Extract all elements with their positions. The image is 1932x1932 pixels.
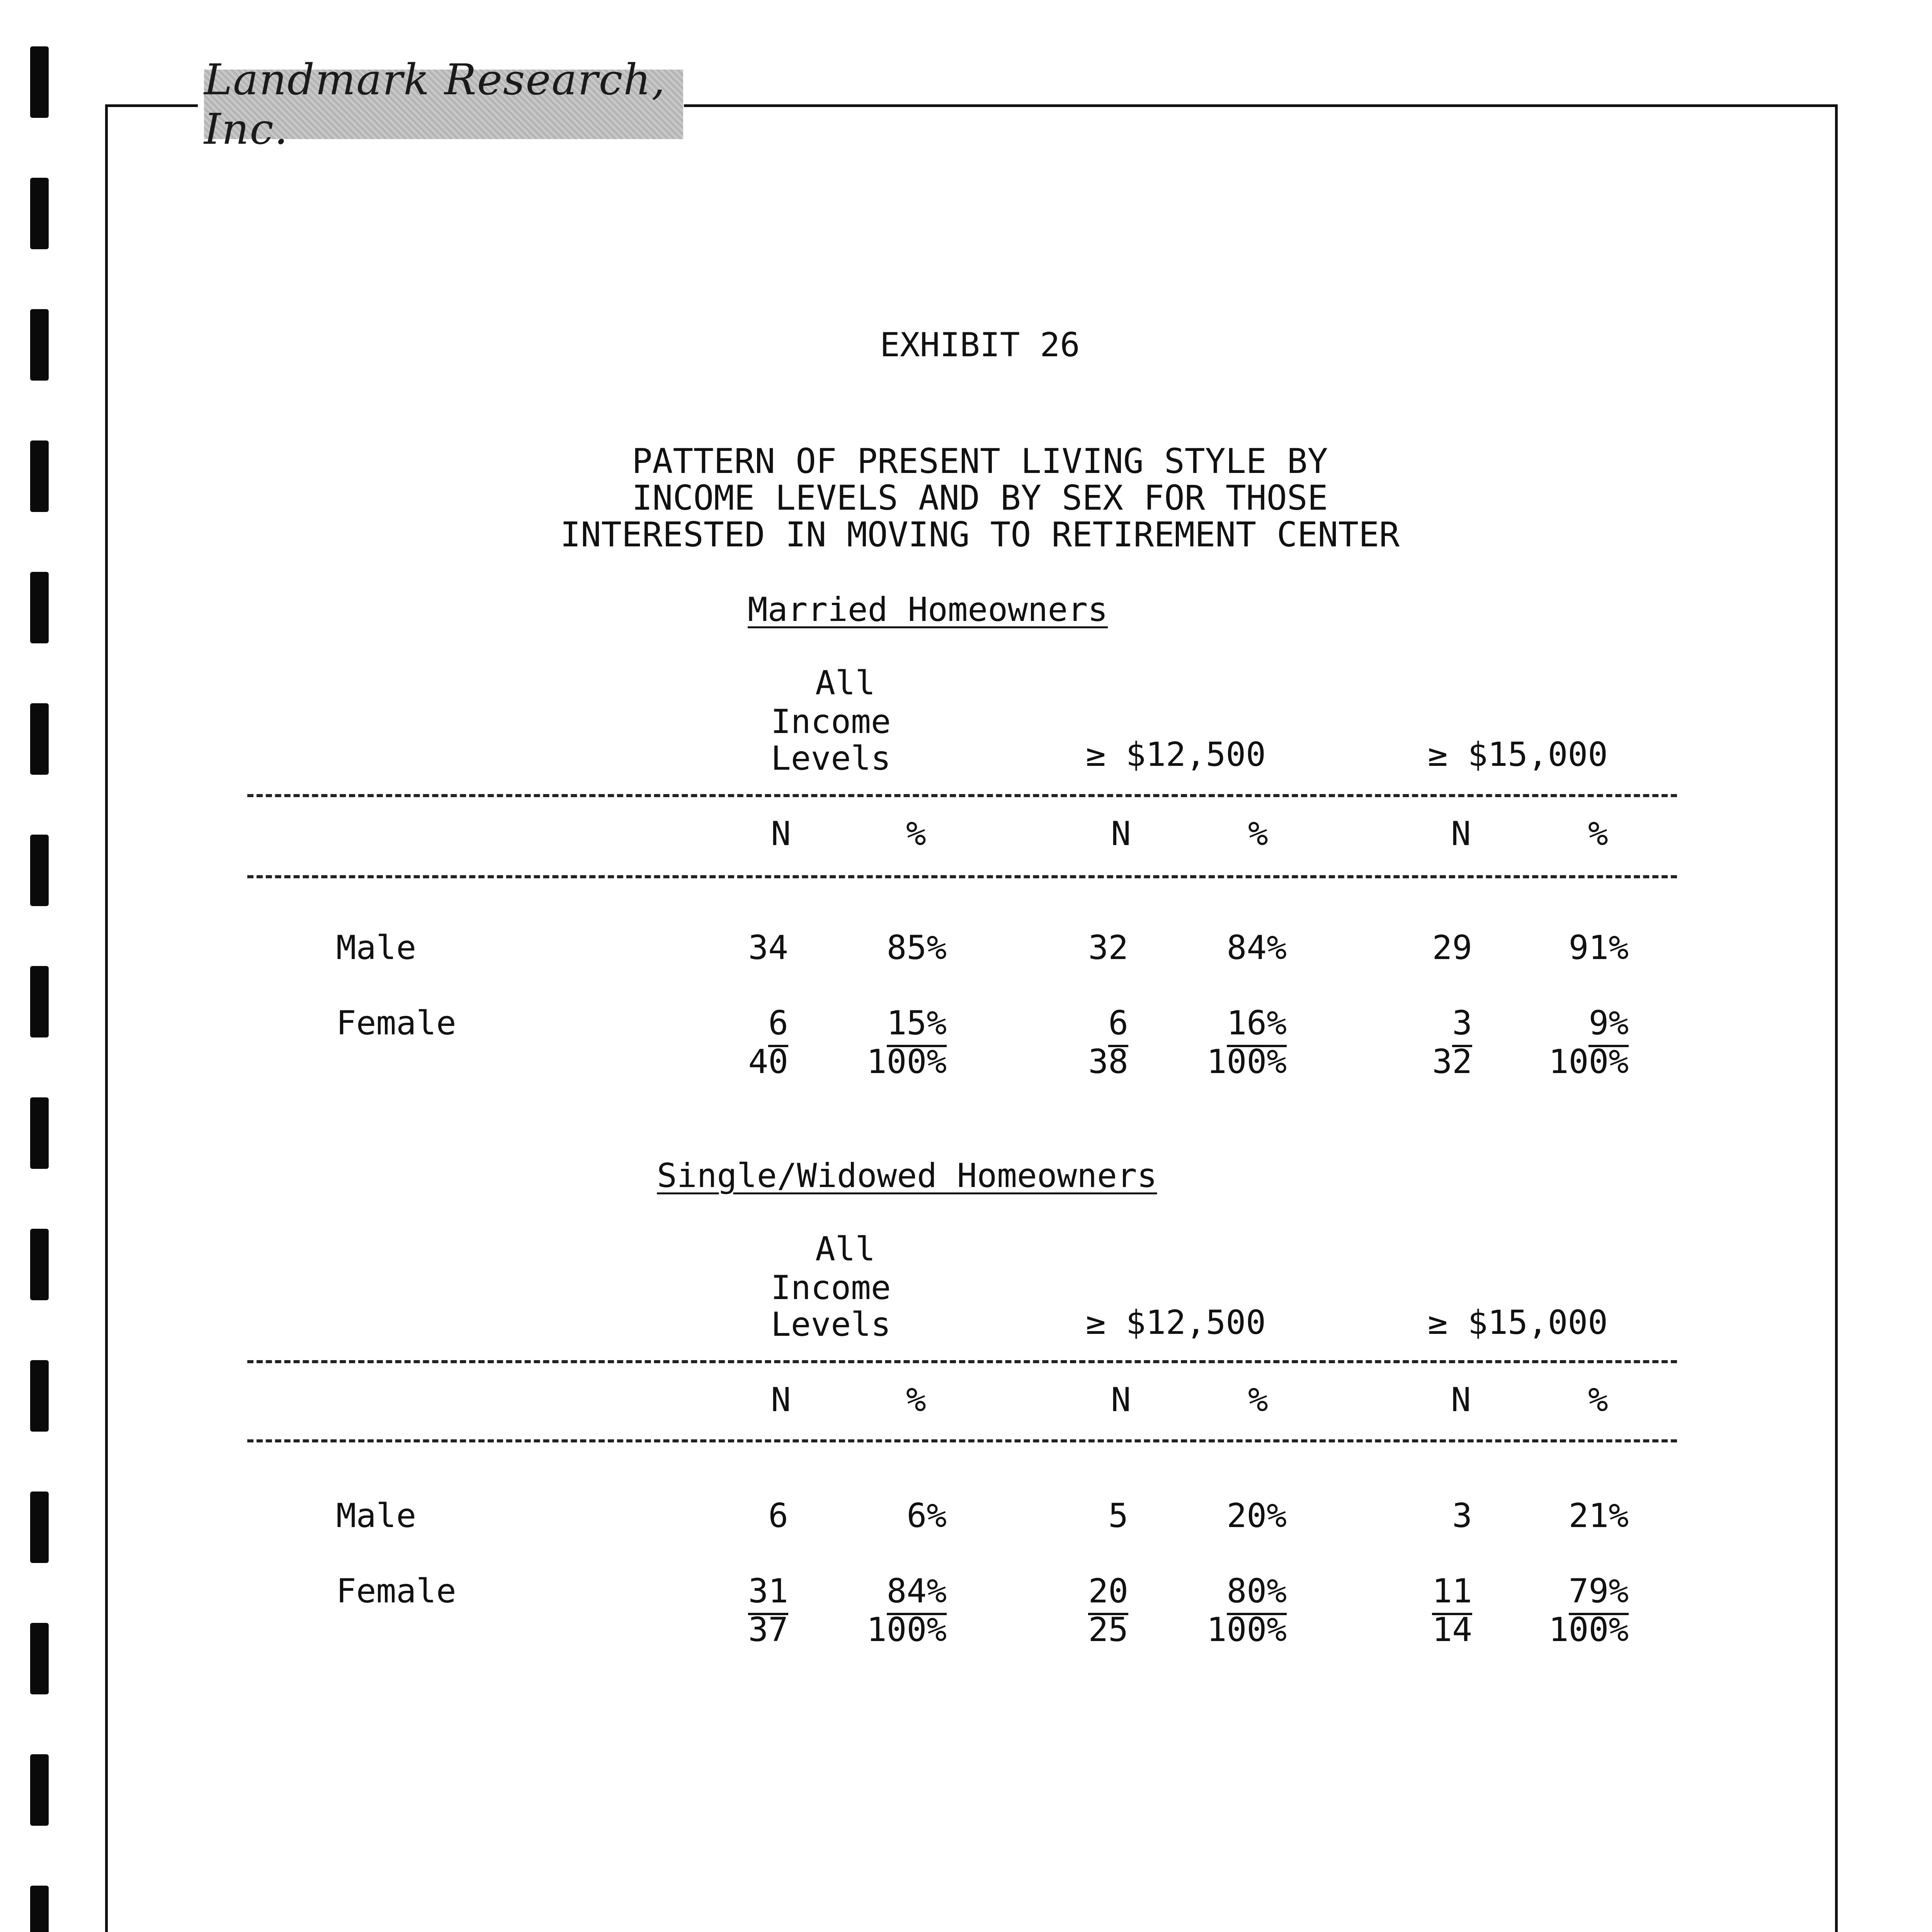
cell-value: 79% [1569,1572,1629,1615]
cell-value: 20 [1088,1572,1128,1615]
frame-line [105,104,198,107]
row-label-female: Female [336,1572,456,1611]
punch-mark [30,966,49,1037]
total-cell: 100% [1548,1611,1629,1649]
table-cell: 6 [768,1497,788,1535]
table-cell [1059,1004,1128,1043]
col-pct-label: % [1248,1381,1268,1419]
col-n-label: N [1111,1381,1131,1419]
punch-mark [30,1360,49,1432]
col-pct-label: % [1588,815,1608,853]
table-cell [1513,1572,1629,1611]
title-line-1: PATTERN OF PRESENT LIVING STYLE BY [632,441,1328,481]
total-cell: 38 [1088,1043,1128,1081]
col-header-12500: ≥ $12,500 [1086,735,1266,774]
table-cell: 32 [1088,929,1128,967]
col-n-label: N [771,1381,791,1419]
table-cell: 3 [1452,1497,1472,1535]
punch-mark [30,1097,49,1169]
table-cell: 85% [886,929,947,967]
punch-mark [30,46,49,118]
table-cell: 6% [906,1497,947,1535]
col-n-label: N [1111,815,1131,853]
col-header-all-income-3: Levels [771,1305,891,1344]
cell-value: 9% [1588,1004,1629,1047]
col-n-label: N [771,815,791,853]
punch-mark [30,1229,49,1300]
table-cell [719,1004,788,1043]
title-line-3: INTERESTED IN MOVING TO RETIREMENT CENTER [560,515,1400,554]
cell-value: 80% [1227,1572,1287,1615]
total-cell: 40 [748,1043,788,1081]
table-cell: 91% [1568,929,1629,967]
row-label-male: Male [336,1497,417,1535]
total-cell: 37 [748,1611,788,1649]
table-cell: 20% [1226,1497,1287,1535]
title-line-2: INCOME LEVELS AND BY SEX FOR THOSE [632,478,1328,518]
cell-value: 31 [748,1572,788,1615]
dashed-rule [247,1439,1677,1442]
punch-mark [30,178,49,249]
total-cell: 100% [866,1043,947,1081]
table-cell [719,1572,788,1611]
table-cell [1403,1572,1472,1611]
cell-value: 15% [887,1004,947,1047]
section-title-single-widowed: Single/Widowed Homeowners [657,1156,1157,1195]
row-label-female: Female [336,1004,456,1043]
table-cell: 21% [1568,1497,1629,1535]
punch-mark [30,1623,49,1694]
total-cell: 32 [1432,1043,1472,1081]
punch-mark [30,1886,49,1932]
col-header-all-income-2: Income [771,702,891,741]
table-cell: 84% [1226,929,1287,967]
table-cell [1403,1004,1472,1043]
cell-value: 6 [1108,1004,1128,1047]
cell-value: 6 [768,1004,788,1047]
cell-value: 11 [1432,1572,1472,1615]
table-cell [831,1004,947,1043]
logo-text: Landmark Research, Inc. [204,55,666,154]
punch-mark [30,835,49,906]
col-pct-label: % [1588,1381,1608,1419]
dashed-rule [247,875,1677,878]
cell-value: 16% [1227,1004,1287,1047]
col-n-label: N [1451,815,1471,853]
table-cell [1059,1572,1128,1611]
table-cell: 5 [1108,1497,1128,1535]
exhibit-label: EXHIBIT 26 [880,326,1080,364]
total-cell: 14 [1432,1611,1472,1649]
col-pct-label: % [906,815,926,853]
punch-mark [30,703,49,775]
punch-mark [30,1754,49,1826]
total-cell: 100% [1548,1043,1629,1081]
col-header-15000: ≥ $15,000 [1428,1303,1608,1342]
dashed-rule [247,794,1677,797]
col-pct-label: % [906,1381,926,1419]
col-pct-label: % [1248,815,1268,853]
col-n-label: N [1451,1381,1471,1419]
table-cell: 29 [1432,929,1472,967]
total-cell: 25 [1088,1611,1128,1649]
punch-mark [30,1492,49,1563]
col-header-all-income-3: Levels [771,739,891,778]
total-cell: 100% [1206,1043,1287,1081]
cell-value: 84% [887,1572,947,1615]
row-label-male: Male [336,929,417,967]
col-header-15000: ≥ $15,000 [1428,735,1608,774]
frame-line [684,104,1835,107]
total-cell: 100% [866,1611,947,1649]
col-header-all-income-1: All [815,664,876,702]
table-cell: 34 [748,929,788,967]
company-logo [204,55,683,154]
cell-value: 3 [1452,1004,1472,1047]
punch-mark [30,572,49,643]
table-cell [1513,1004,1629,1043]
table-cell [1171,1004,1287,1043]
table-cell [1171,1572,1287,1611]
section-title-married: Married Homeowners [748,590,1108,629]
dashed-rule [247,1360,1677,1363]
total-cell: 100% [1206,1611,1287,1649]
table-cell [831,1572,947,1611]
col-header-all-income-2: Income [771,1269,891,1307]
col-header-all-income-1: All [815,1230,876,1269]
col-header-12500: ≥ $12,500 [1086,1303,1266,1342]
